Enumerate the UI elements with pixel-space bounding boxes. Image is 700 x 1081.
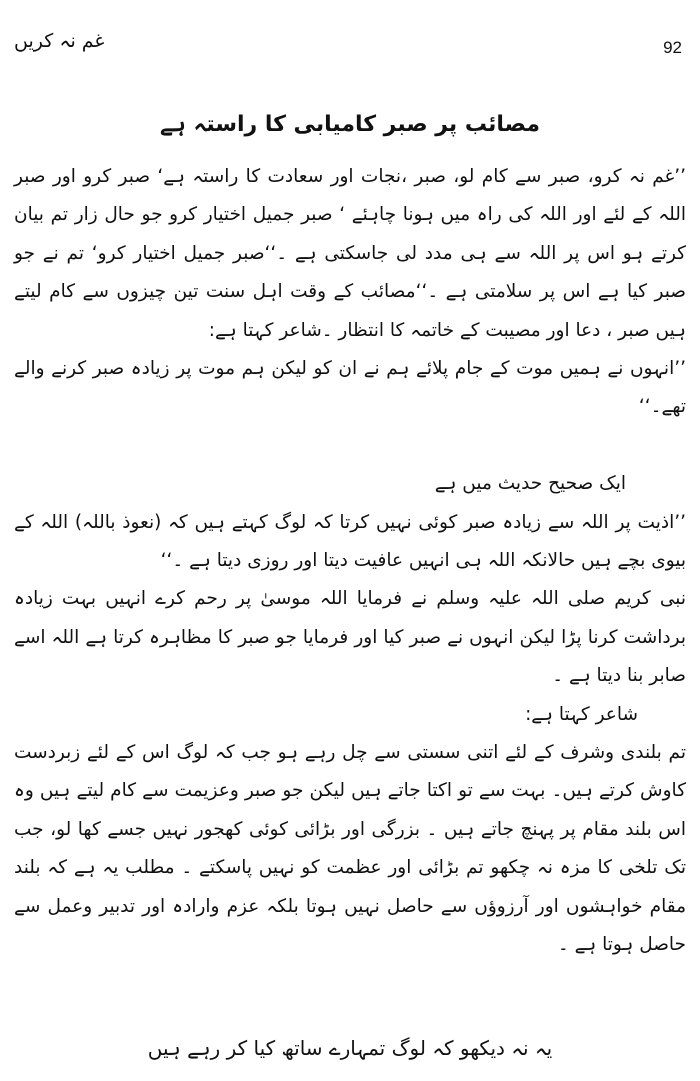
hadith-quote: ’’اذیت پر اللہ سے زیادہ صبر کوئی نہیں کرتا کہ لوگ کہتے ہیں کہ (نعوذ باللہ) اللہ کے بیوی بچے ہیں حالانکہ اللہ ہی انہیں عافیت دیتا اور روزی دیتا ہے ۔‘‘ xyxy=(14,511,686,572)
hadith-intro: ایک صحیح حدیث میں ہے xyxy=(434,473,626,495)
section-title: مصائب پر صبر کامیابی کا راستہ ہے xyxy=(160,112,540,137)
body-text xyxy=(14,158,686,965)
running-header-title: غم نہ کریں xyxy=(14,30,105,52)
poet-says: شاعر کہتا ہے: xyxy=(525,703,638,725)
poetry-quote: ’’انہوں نے ہمیں موت کے جام پلائے ہم نے ان کو لیکن ہم موت پر زیادہ صبر کرنے والے تھے۔‘‘ xyxy=(14,358,686,418)
page-number: 92 xyxy=(663,38,682,57)
paragraph-prophet: نبی کریم صلی اللہ علیہ وسلم نے فرمایا اللہ موسیٰ پر رحم کرے انہیں بہت زیادہ برداشت کرنا پڑا لیکن انہوں نے صبر کیا اور فرمایا جو صبر کا مظاہرہ کرتا ہے اللہ اسے صابر بنا دیتا ہے ۔ xyxy=(14,588,686,687)
next-section-heading: یہ نہ دیکھو کہ لوگ تمہارے ساتھ کیا کر رہے ہیں xyxy=(147,1036,553,1060)
paragraph-intro: ’’غم نہ کرو، صبر سے کام لو، صبر ،نجات اور سعادت کا راستہ ہے‘ صبر کرو اور صبر اللہ کے لئے اور اللہ کی راہ میں ہونا چاہئے ‘ صبر جمیل اختیار کرو جو حال زار تم بیان کرتے ہو اس پر اللہ سے ہی مدد لی جاسکتی ہے ۔‘‘صبر جمیل اختیار کرو‘ تم نے جو صبر کیا ہے اس پر سلامتی ہے ۔‘‘مصائب کے وقت اہل سنت تین چیزوں سے کام لیتے ہیں صبر ، دعا اور مصیبت کے خاتمہ کا انتظار ۔شاعر کہتا ہے: xyxy=(14,166,686,341)
paragraph-poem: تم بلندی وشرف کے لئے اتنی سستی سے چل رہے ہو جب کہ لوگ اس کے لئے زبردست کاوش کرتے ہیں۔ بہت سے تو اکتا جاتے ہیں لیکن جو صبر وعزیمت سے کام لیتے ہیں وہ اس بلند مقام پر پہنچ جاتے ہیں ۔ بزرگی اور بڑائی کوئی کھجور نہیں جسے کھا لو، جب تک تلخی کا مزہ نہ چکھو تم بڑائی اور عظمت کو نہیں پاسکتے ۔ مطلب یہ ہے کہ بلند مقام خواہشوں اور آرزوؤں سے حاصل نہیں ہوتا بلکہ عزم وارادہ اور تدبیر وعمل سے حاصل ہوتا ہے ۔ xyxy=(14,742,686,956)
